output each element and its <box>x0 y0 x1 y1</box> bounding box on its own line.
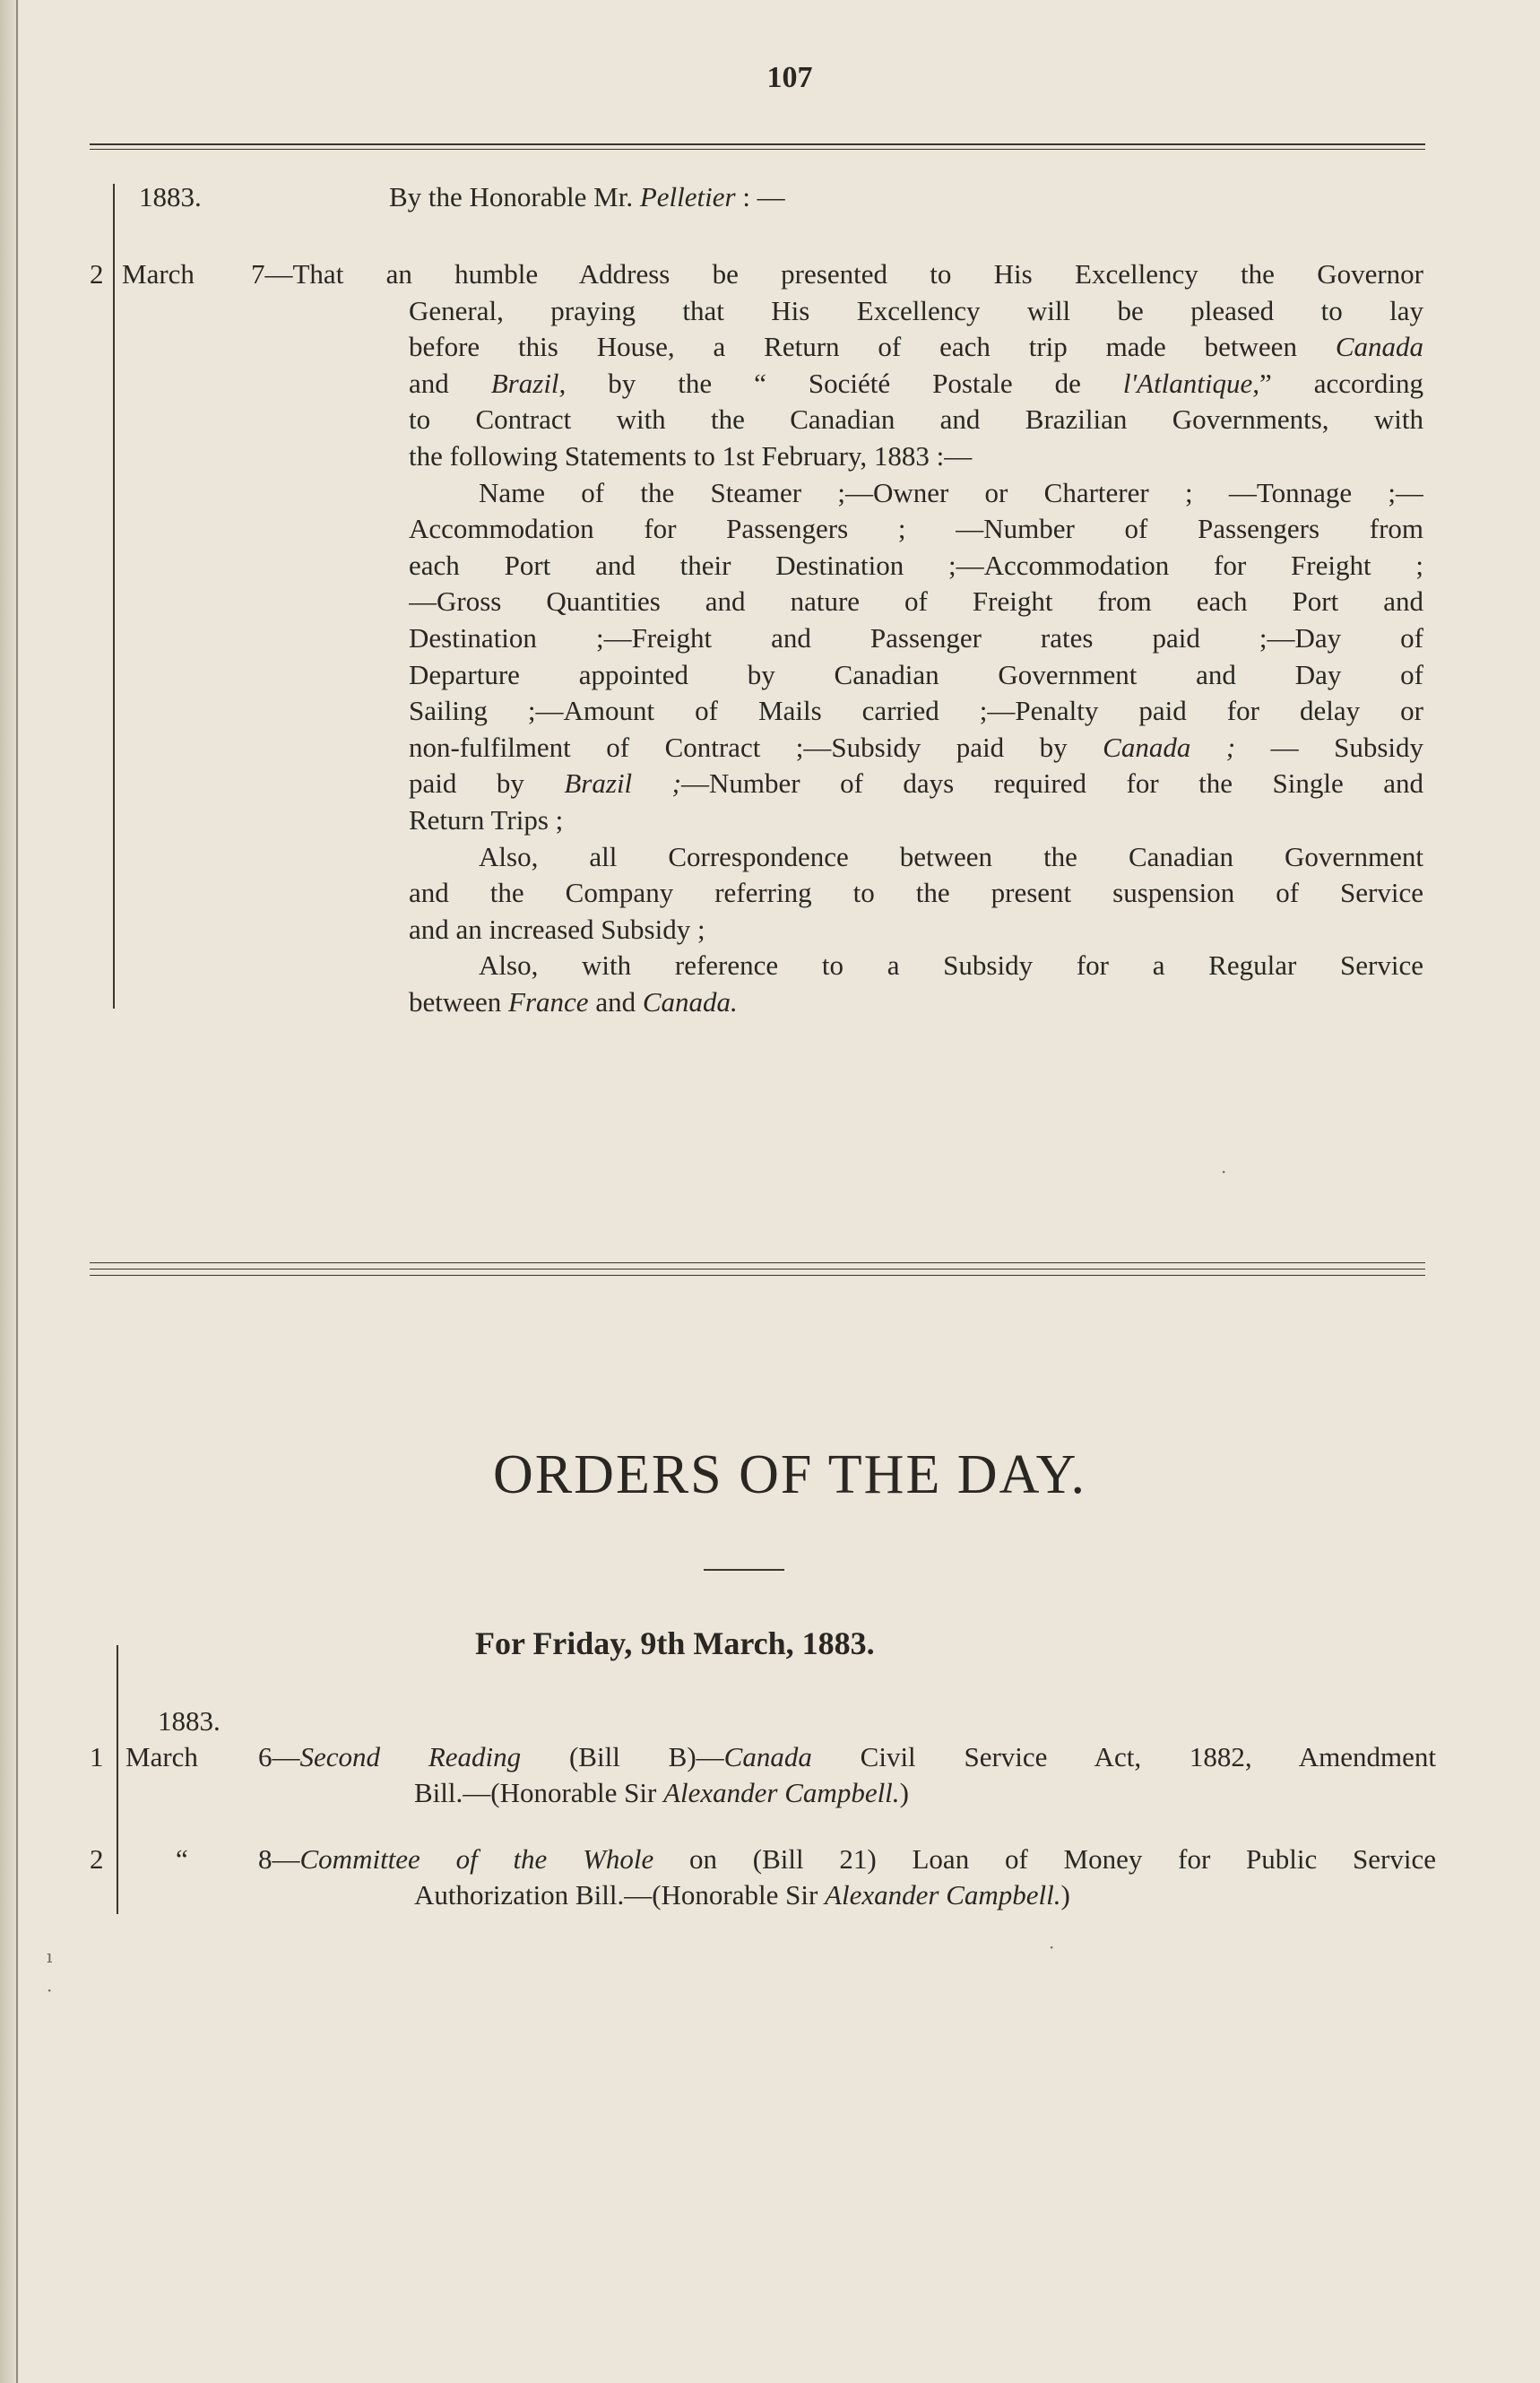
motion-line <box>409 584 1423 620</box>
motion-line <box>409 730 1423 767</box>
motion-line <box>409 766 1423 802</box>
order-item-line <box>414 1877 1436 1914</box>
text-segment: Authorization Bill.—(Honorable Sir <box>414 1879 826 1911</box>
italic-text: Canada ; <box>1103 731 1236 763</box>
text-segment: by the “ Société Postale de <box>566 367 1123 399</box>
italic-text: Brazil ; <box>564 767 681 800</box>
text-segment: Return Trips ; <box>409 804 564 836</box>
text-segment: and <box>588 986 643 1018</box>
italic-text: l'Atlantique, <box>1122 367 1260 399</box>
heading-rule <box>704 1569 784 1571</box>
motion-line <box>409 293 1423 330</box>
order-item-line <box>414 1775 1436 1812</box>
text-segment: on (Bill 21) Loan of Money for Public Service <box>653 1843 1436 1875</box>
motion-line <box>409 693 1423 730</box>
section-rule-3 <box>90 1275 1425 1276</box>
motion-line <box>409 402 1423 438</box>
text-segment: non-fulfilment of Contract ;—Subsidy paid by <box>409 731 1103 763</box>
text-segment: and <box>409 367 491 399</box>
italic-text: Committee of the Whole <box>299 1843 654 1875</box>
top-rule <box>90 143 1425 145</box>
order-item-number: 2 <box>90 1843 104 1875</box>
orders-heading: ORDERS OF THE DAY. <box>493 1444 1086 1505</box>
motion-line <box>409 912 1423 949</box>
top-rule-thin <box>90 149 1425 150</box>
text-segment: and an increased Subsidy ; <box>409 913 705 945</box>
motion-line <box>409 438 1423 475</box>
scan-speck: · <box>1221 1161 1227 1183</box>
text-segment: to Contract with the Canadian and Brazilian Governments, with <box>409 403 1423 436</box>
text-segment: General, praying that His Excellency will be pleased to lay <box>409 294 1423 326</box>
text-segment: ” according <box>1259 367 1423 399</box>
text-segment: Name of the Steamer ;—Owner or Charterer ; —Tonnage ;— <box>479 476 1423 508</box>
motion-line <box>479 475 1423 512</box>
scan-speck: · <box>47 1980 53 2001</box>
text-segment: Sailing ;—Amount of Mails carried ;—Penalty paid for delay or <box>409 695 1423 727</box>
motion-line <box>251 256 1423 293</box>
motion-line <box>409 875 1423 912</box>
section-rule <box>90 1262 1425 1263</box>
order-item-month: “ <box>176 1843 188 1875</box>
motion-mover <box>389 179 785 215</box>
mover-name: Pelletier <box>639 181 736 212</box>
orders-subheading: For Friday, 9th March, 1883. <box>475 1625 875 1661</box>
text-segment: — Subsidy <box>1235 731 1423 763</box>
margin-bar-motion <box>113 184 115 1009</box>
motion-line <box>409 984 1423 1021</box>
motion-line <box>479 948 1423 984</box>
scan-speck: · <box>1049 1937 1055 1958</box>
text-segment: each Port and their Destination ;—Accommodation for Freight ; <box>409 549 1423 581</box>
motion-year: 1883. <box>139 181 202 212</box>
text-segment: paid by <box>409 767 565 800</box>
text-segment: (Bill B)— <box>521 1741 724 1772</box>
mover-suffix: : — <box>742 181 785 212</box>
text-segment: Destination ;—Freight and Passenger rates paid ;—Day of <box>409 622 1423 654</box>
binding-line <box>16 0 18 2383</box>
text-segment: Also, with reference to a Subsidy for a Regular Service <box>479 949 1423 982</box>
text-segment: ) <box>899 1777 909 1808</box>
text-segment: between <box>409 986 509 1018</box>
motion-line <box>409 620 1423 657</box>
text-segment: —Number of days required for the Single and <box>681 767 1423 800</box>
orders-year: 1883. <box>158 1705 221 1737</box>
text-segment: Departure appointed by Canadian Government and Day of <box>409 658 1423 690</box>
text-segment: —Gross Quantities and nature of Freight from each Port and <box>409 585 1423 618</box>
text-segment: 7—That an humble Address be presented to His Excellency the Governor <box>251 258 1423 290</box>
italic-text: France <box>508 986 589 1018</box>
motion-line <box>409 548 1423 585</box>
text-segment: Accommodation for Passengers ; —Number of Passengers from <box>409 513 1423 545</box>
motion-line <box>479 839 1423 876</box>
italic-text: Canada <box>723 1741 812 1772</box>
motion-item-number: 2 <box>90 258 104 290</box>
italic-text: Alexander Campbell. <box>825 1879 1061 1911</box>
text-segment: 6— <box>258 1741 300 1772</box>
scan-speck: ı <box>47 1945 53 1967</box>
text-segment: Civil Service Act, 1882, Amendment <box>811 1741 1436 1772</box>
italic-text: Brazil, <box>490 367 567 399</box>
order-item-month: March <box>125 1741 198 1772</box>
italic-text: Second Reading <box>299 1741 522 1772</box>
margin-bar-orders <box>117 1645 118 1914</box>
text-segment: before this House, a Return of each trip made between <box>409 331 1336 363</box>
italic-text: Canada <box>1335 331 1423 363</box>
motion-line <box>409 366 1423 403</box>
text-segment: Also, all Correspondence between the Canadian Government <box>479 840 1423 872</box>
order-item-line <box>258 1739 1436 1776</box>
motion-line <box>409 329 1423 366</box>
text-segment: 8— <box>258 1843 300 1875</box>
text-segment: the following Statements to 1st February, 1883 :— <box>409 440 973 472</box>
italic-text: Alexander Campbell. <box>663 1777 900 1808</box>
text-segment: Bill.—(Honorable Sir <box>414 1777 664 1808</box>
order-item-line <box>258 1841 1436 1878</box>
mover-prefix: By the Honorable Mr. <box>389 181 634 212</box>
motion-month: March <box>122 258 195 290</box>
motion-line <box>409 511 1423 548</box>
page-number: 107 <box>766 61 813 94</box>
motion-line <box>409 657 1423 694</box>
text-segment: ) <box>1060 1879 1070 1911</box>
text-segment: and the Company referring to the present suspension of Service <box>409 877 1423 909</box>
italic-text: Canada. <box>642 986 738 1018</box>
motion-line <box>409 802 1423 839</box>
order-item-number: 1 <box>90 1741 104 1772</box>
